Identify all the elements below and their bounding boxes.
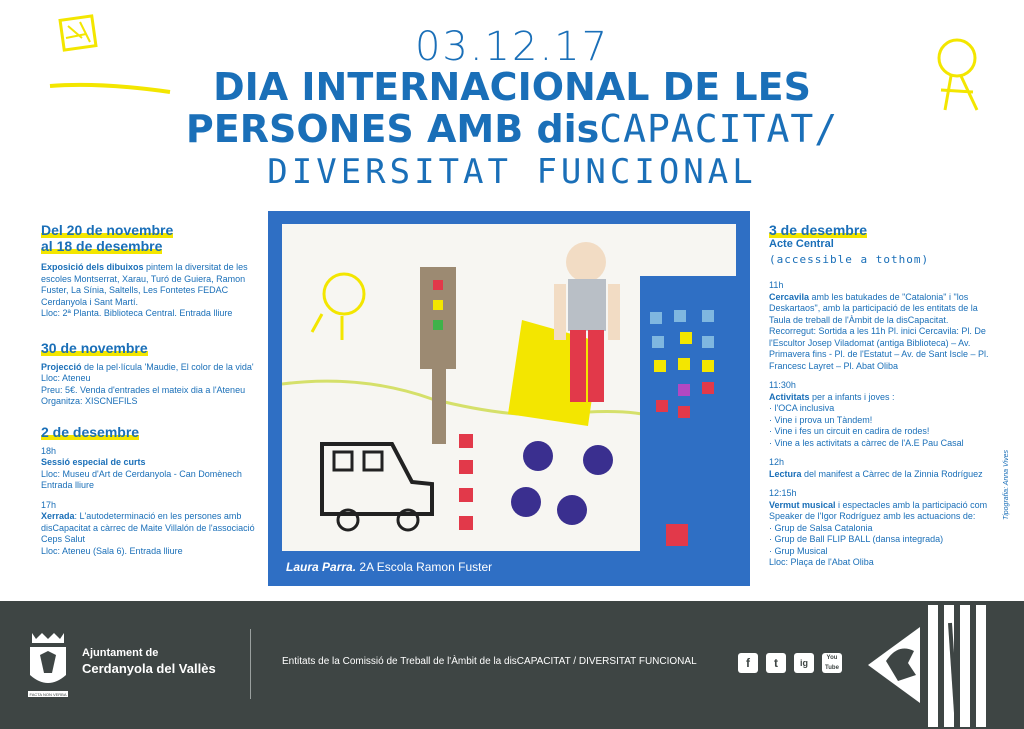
route-r1: Recorregut: Sortida a les 11h Pl. inici Cercavila: Pl. De l'Escultor Josep Viladomat (antiga Biblioteca) – Av. Primavera fins - Pl. de l'Estatut – Av. de Sant Iscle – Pl. Francesc Layret – Pl. Abat Oliba (769, 326, 989, 371)
section-text-3b (41, 500, 259, 558)
activity-4: · Vine a les activitats a càrrec de l'A.E Pau Casal (769, 437, 964, 448)
heading-2: 30 de novembre (41, 339, 148, 356)
org-name-line1: Ajuntament de (82, 647, 159, 659)
text-r1: amb les batukades de "Catalonia" i "los Deskartaos", amb la participació de les entitats de la Taula de treball de l'Àmbit de la disCapacitat. (769, 291, 978, 325)
city-emblem-icon (864, 603, 1024, 729)
place-2: Lloc: Ateneu (41, 373, 91, 383)
activity-3: · Vine i fes un circuit en cadira de rodes! (769, 426, 930, 436)
lead-1: Exposició dels dibuixos (41, 262, 144, 272)
subtitle: DIVERSITAT FUNCIONAL (267, 152, 757, 192)
lead-r1: Cercavila (769, 291, 810, 302)
group-3: · Grup Musical (769, 545, 828, 556)
heading-1b: al 18 de desembre (41, 238, 163, 254)
city-coat-of-arms-icon (22, 629, 74, 699)
title-line-2 (0, 107, 1024, 151)
footer (0, 601, 1024, 729)
place-r4: Lloc: Plaça de l'Abat Oliba (769, 557, 874, 567)
lead-3a: Sessió especial de curts (41, 457, 146, 467)
activity-2: · Vine i prova un Tàndem! (769, 414, 873, 425)
facebook-icon[interactable]: f (738, 653, 758, 673)
twitter-icon[interactable]: t (766, 653, 786, 673)
footer-divider (250, 629, 251, 699)
right-subheading: Acte Central (769, 238, 834, 250)
section-heading-1 (41, 222, 259, 254)
youtube-icon[interactable]: You Tube (822, 653, 842, 673)
caption-school: 2A Escola Ramon Fuster (359, 560, 493, 574)
accessible-note: (accessible a tothom) (769, 253, 930, 266)
text-r4: i espectacles amb la participació com Speaker de l'Igor Rodríguez amb les actuacions de: (769, 499, 988, 521)
right-heading (769, 222, 994, 238)
group-1: · Grup de Salsa Catalonia (769, 522, 873, 533)
text-r3: del manifest a Càrrec de la Zinnia Rodríguez (801, 468, 983, 479)
section-heading-2 (41, 340, 259, 356)
text-3b: : L'autodeterminació en les persones amb disCapacitat a càrrec de Maite Villalón de l'associació Ceps Salut (41, 511, 255, 544)
title-line-2-b: CAPACITAT/ (599, 107, 839, 151)
right-column (769, 222, 994, 569)
section-text-1 (41, 262, 259, 320)
lead-r3: Lectura (769, 468, 802, 479)
coat-motto: FACTA NON VERBA (29, 692, 67, 697)
right-block-3 (769, 457, 994, 480)
time-r3: 12h (769, 457, 785, 467)
lead-r4: Vermut musical (769, 499, 836, 510)
left-column (41, 222, 259, 557)
time-3a: 18h (41, 445, 57, 456)
text-2: de la pel·lícula 'Maudie, El color de la vida' (81, 361, 254, 372)
section-text-2 (41, 362, 259, 408)
lead-3b: Xerrada (41, 511, 75, 521)
text-1: pintem la diversitat de les escoles Montserrat, Xarau, Turó de Guiera, Ramon Fuster, La Sínia, Saltells, Les Fontetes FEDAC Cerdanyola i Sant Martí. (41, 262, 248, 307)
right-block-1 (769, 280, 994, 372)
caption-author: Laura Parra. (286, 560, 357, 574)
time-r4: 12:15h (769, 488, 797, 498)
heading-3: 2 de desembre (41, 423, 140, 440)
right-block-2 (769, 380, 994, 449)
childs-drawing (282, 224, 736, 551)
event-date: 03.12.17 (414, 24, 610, 70)
entry-3a: Entrada lliure (41, 480, 95, 490)
entities-text: Entitats de la Comissió de Treball de l'Àmbit de la disCAPACITAT / DIVERSITAT FUNCIONAL (282, 656, 697, 667)
group-2: · Grup de Ball FLIP BALL (dansa integrada) (769, 534, 944, 544)
time-r2: 11:30h (769, 380, 796, 390)
right-block-4 (769, 488, 994, 569)
artwork-caption (286, 560, 492, 574)
drawing-illustration (282, 224, 736, 551)
title-line-2-a: PERSONES AMB dis (185, 107, 600, 151)
price-2: Preu: 5€. Venda d'entrades el mateix dia a l'Ateneu (41, 384, 246, 395)
title-line-1: DIA INTERNACIONAL DE LES (213, 65, 811, 109)
right-heading-text: 3 de desembre (769, 222, 868, 238)
place-1: Lloc: 2ª Planta. Biblioteca Central. Entrada lliure (41, 308, 233, 318)
typography-credit: Tipografia: Anna Vives (1003, 450, 1010, 520)
lead-2: Projecció (41, 361, 82, 372)
time-r1: 11h (769, 280, 784, 290)
place-3a: Lloc: Museu d'Art de Cerdanyola - Can Domènech (41, 468, 242, 479)
instagram-icon[interactable]: ig (794, 653, 814, 673)
organizer-2: Organitza: XISCNEFILS (41, 396, 138, 406)
lead-r2: Activitats (769, 391, 810, 402)
text-r2: per a infants i joves : (809, 391, 895, 402)
org-name-line2: Cerdanyola del Vallès (82, 661, 216, 676)
section-heading-3 (41, 424, 259, 440)
activity-1: · l'OCA inclusiva (769, 403, 835, 413)
heading-1a: Del 20 de novembre (41, 222, 174, 238)
place-3b: Lloc: Ateneu (Sala 6). Entrada lliure (41, 545, 183, 556)
section-text-3 (41, 446, 259, 492)
time-3b: 17h (41, 499, 57, 510)
